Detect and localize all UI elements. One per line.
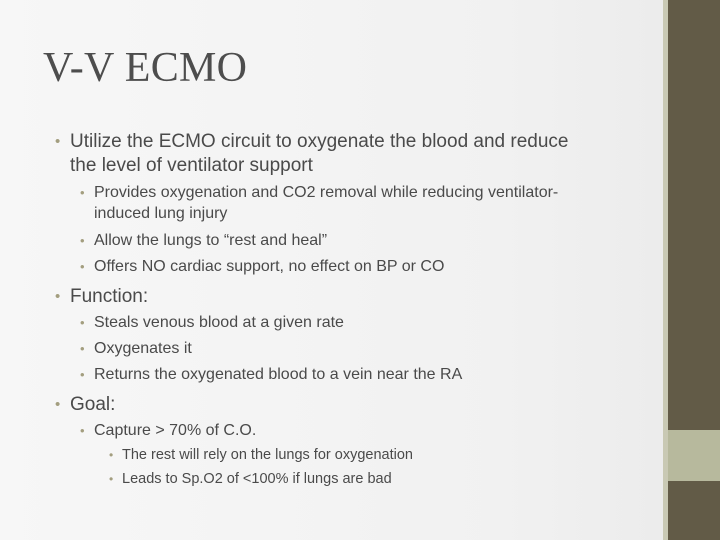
slide-title: V-V ECMO	[43, 45, 248, 91]
side-rail-accent	[668, 430, 720, 481]
bullet-icon: •	[80, 259, 85, 274]
bullet-icon: •	[80, 341, 85, 356]
bullet-text: Capture > 70% of C.O.	[94, 422, 257, 439]
bullet-icon: •	[55, 288, 61, 305]
bullet-item	[109, 470, 392, 489]
bullet-icon: •	[80, 367, 85, 382]
bullet-text: Provides oxygenation and CO2 removal while reducing ventilator-	[94, 184, 559, 201]
bullet-text: induced lung injury	[94, 205, 228, 222]
bullet-text: Offers NO cardiac support, no effect on BP or CO	[94, 258, 445, 275]
bullet-icon: •	[80, 185, 85, 200]
bullet-text: Oxygenates it	[94, 340, 192, 357]
bullet-item	[80, 182, 559, 224]
bullet-item	[55, 130, 569, 178]
bullet-text: Leads to Sp.O2 of <100% if lungs are bad	[122, 471, 392, 487]
bullet-text: Function:	[70, 286, 149, 307]
bullet-item	[80, 256, 445, 277]
bullet-item	[55, 285, 149, 309]
bullet-item	[80, 420, 257, 441]
bullet-item	[109, 446, 413, 465]
bullet-text: Goal:	[70, 394, 116, 415]
bullet-icon: •	[55, 133, 61, 150]
bullet-icon: •	[109, 472, 114, 486]
bullet-item	[55, 393, 116, 417]
bullet-text: the level of ventilator support	[70, 155, 313, 176]
bullet-item	[80, 312, 344, 333]
bullet-item	[80, 230, 328, 251]
bullet-text: Allow the lungs to “rest and heal”	[94, 232, 328, 249]
bullet-item	[80, 364, 463, 385]
bullet-text: Returns the oxygenated blood to a vein near the RA	[94, 366, 463, 383]
bullet-icon: •	[80, 233, 85, 248]
bullet-icon: •	[80, 423, 85, 438]
bullet-text: Steals venous blood at a given rate	[94, 314, 344, 331]
bullet-text: The rest will rely on the lungs for oxygenation	[122, 447, 413, 463]
bullet-item	[80, 338, 192, 359]
bullet-icon: •	[80, 315, 85, 330]
bullet-text: Utilize the ECMO circuit to oxygenate the blood and reduce	[70, 131, 569, 152]
bullet-icon: •	[109, 448, 114, 462]
bullet-icon: •	[55, 396, 61, 413]
